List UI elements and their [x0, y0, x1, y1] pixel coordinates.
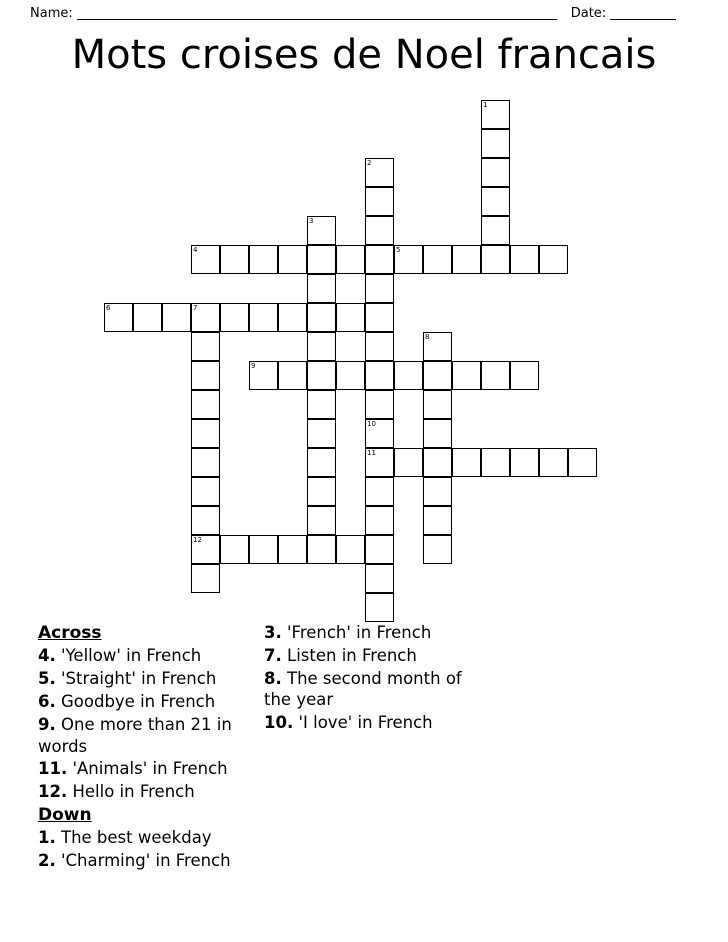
grid-cell[interactable]: [191, 390, 220, 419]
grid-cell-number: 8: [425, 333, 430, 341]
grid-cell[interactable]: [307, 332, 336, 361]
clue-text: The best weekday: [55, 828, 212, 848]
grid-cell[interactable]: [539, 448, 568, 477]
grid-cell[interactable]: [394, 361, 423, 390]
grid-cell[interactable]: [336, 535, 365, 564]
grid-cell-number: 9: [251, 362, 256, 370]
clue-down-2: [38, 850, 246, 872]
grid-cell[interactable]: [191, 419, 220, 448]
grid-cell-number: 12: [193, 536, 202, 544]
clue-text: One more than 21 in words: [38, 714, 232, 756]
grid-cell[interactable]: [191, 477, 220, 506]
clue-down-10: [264, 712, 472, 734]
grid-cell[interactable]: [365, 593, 394, 622]
grid-cell[interactable]: [510, 245, 539, 274]
grid-cell[interactable]: [278, 361, 307, 390]
grid-cell[interactable]: [365, 390, 394, 419]
name-write-line[interactable]: [77, 7, 557, 20]
grid-cell[interactable]: [452, 245, 481, 274]
grid-cell-number: 7: [193, 304, 198, 312]
grid-cell-number: 4: [193, 246, 198, 254]
grid-cell[interactable]: [481, 158, 510, 187]
grid-cell[interactable]: [365, 332, 394, 361]
grid-cell[interactable]: [249, 535, 278, 564]
clue-down-7: [264, 645, 472, 667]
grid-cell[interactable]: [307, 448, 336, 477]
grid-cell[interactable]: [365, 187, 394, 216]
grid-cell[interactable]: [307, 303, 336, 332]
clue-text: 'Animals' in French: [67, 759, 228, 779]
clue-number: 2.: [38, 851, 56, 870]
grid-cell[interactable]: [133, 303, 162, 332]
grid-cell[interactable]: [510, 361, 539, 390]
clue-number: 1.: [38, 828, 56, 848]
grid-cell[interactable]: [452, 361, 481, 390]
grid-cell[interactable]: [423, 477, 452, 506]
grid-cell[interactable]: [278, 535, 307, 564]
grid-cell[interactable]: [249, 303, 278, 332]
clue-number: 4.: [38, 646, 56, 666]
date-label: Date:: [570, 5, 607, 21]
grid-cell-number: 2: [367, 159, 372, 167]
grid-cell[interactable]: [191, 506, 220, 535]
grid-cell[interactable]: [191, 535, 220, 564]
clue-across-12: [38, 781, 246, 803]
grid-cell[interactable]: [539, 245, 568, 274]
grid-cell[interactable]: [365, 245, 394, 274]
grid-cell[interactable]: [278, 303, 307, 332]
grid-cell[interactable]: [220, 245, 249, 274]
clue-text: 'Straight' in French: [55, 669, 217, 689]
grid-cell[interactable]: [220, 303, 249, 332]
grid-cell[interactable]: [481, 100, 510, 129]
grid-cell[interactable]: [191, 303, 220, 332]
clue-text: 'Charming' in French: [55, 851, 231, 870]
clue-down-8: [264, 668, 472, 712]
grid-cell[interactable]: [452, 448, 481, 477]
clue-down-1: [38, 827, 246, 849]
grid-cell[interactable]: [249, 245, 278, 274]
grid-cell[interactable]: [481, 361, 510, 390]
clue-number: 11.: [38, 759, 68, 779]
grid-cell[interactable]: [191, 361, 220, 390]
grid-cell-number: 3: [309, 217, 314, 225]
page-title: Mots croises de Noel francais: [71, 32, 657, 78]
grid-cell[interactable]: [307, 274, 336, 303]
clues-container: [38, 622, 698, 882]
grid-cell-number: 5: [396, 246, 401, 254]
grid-cell[interactable]: [307, 506, 336, 535]
across-clue-list: [38, 645, 246, 802]
date-write-line[interactable]: [610, 7, 676, 20]
clue-number: 9.: [38, 714, 56, 734]
grid-cell[interactable]: [307, 390, 336, 419]
clue-text: 'Yellow' in French: [55, 646, 202, 666]
grid-cell[interactable]: [336, 245, 365, 274]
clue-text: Hello in French: [67, 782, 195, 802]
grid-cell[interactable]: [423, 332, 452, 361]
grid-cell[interactable]: [394, 245, 423, 274]
grid-cell[interactable]: [365, 274, 394, 303]
grid-cell[interactable]: [365, 361, 394, 390]
grid-cell[interactable]: [423, 506, 452, 535]
grid-cell[interactable]: [365, 419, 394, 448]
clue-text: The second month of the year: [264, 668, 462, 710]
grid-cell[interactable]: [423, 419, 452, 448]
grid-cell-number: 10: [367, 420, 376, 428]
across-heading: Across: [38, 623, 102, 643]
grid-cell[interactable]: [307, 535, 336, 564]
grid-cell[interactable]: [191, 564, 220, 593]
clue-number: 8.: [264, 668, 282, 688]
grid-cell[interactable]: [336, 361, 365, 390]
clue-number: 12.: [38, 782, 68, 802]
clue-number: 10.: [264, 713, 294, 733]
grid-cell[interactable]: [365, 535, 394, 564]
grid-cell[interactable]: [365, 216, 394, 245]
grid-cell-number: 6: [106, 304, 111, 312]
grid-cell[interactable]: [568, 448, 597, 477]
grid-cell[interactable]: [249, 361, 278, 390]
clue-text: 'I love' in French: [293, 713, 433, 733]
grid-cell[interactable]: [220, 535, 249, 564]
grid-cell[interactable]: [481, 216, 510, 245]
grid-cell[interactable]: [104, 303, 133, 332]
grid-cell[interactable]: [394, 448, 423, 477]
grid-cell[interactable]: [307, 216, 336, 245]
grid-cell[interactable]: [365, 448, 394, 477]
grid-cell[interactable]: [191, 245, 220, 274]
grid-cell[interactable]: [307, 419, 336, 448]
clue-across-9: [38, 714, 246, 758]
grid-cell-number: 11: [367, 449, 376, 457]
grid-cell[interactable]: [481, 448, 510, 477]
grid-cell[interactable]: [336, 303, 365, 332]
grid-cell[interactable]: [307, 477, 336, 506]
grid-cell[interactable]: [365, 477, 394, 506]
grid-cell[interactable]: [365, 564, 394, 593]
grid-cell[interactable]: [307, 361, 336, 390]
grid-cell-number: 1: [483, 101, 488, 109]
clue-text: 'French' in French: [281, 623, 432, 642]
grid-cell[interactable]: [365, 506, 394, 535]
grid-cell[interactable]: [423, 535, 452, 564]
clue-text: Goodbye in French: [55, 691, 216, 711]
down-heading: Down: [38, 804, 92, 825]
grid-cell[interactable]: [481, 187, 510, 216]
clue-down-3: [264, 622, 472, 644]
grid-cell[interactable]: [510, 448, 539, 477]
grid-cell[interactable]: [423, 245, 452, 274]
grid-cell[interactable]: [365, 303, 394, 332]
clue-across-6: [38, 691, 246, 713]
grid-cell[interactable]: [423, 361, 452, 390]
grid-cell[interactable]: [481, 129, 510, 158]
grid-cell[interactable]: [191, 332, 220, 361]
grid-cell[interactable]: [481, 245, 510, 274]
clue-across-4: [38, 645, 246, 667]
clue-number: 3.: [264, 623, 282, 642]
clue-number: 7.: [264, 645, 282, 665]
grid-cell[interactable]: [423, 448, 452, 477]
grid-cell[interactable]: [191, 448, 220, 477]
clue-across-11: [38, 758, 246, 780]
crossword-grid[interactable]: [0, 96, 728, 621]
grid-cell[interactable]: [278, 245, 307, 274]
clue-text: Listen in French: [281, 645, 417, 665]
grid-cell[interactable]: [307, 245, 336, 274]
clue-number: 6.: [38, 691, 56, 711]
grid-cell[interactable]: [162, 303, 191, 332]
header-name-date-line: [0, 0, 728, 26]
grid-cell[interactable]: [365, 158, 394, 187]
name-label: Name:: [30, 5, 73, 21]
clue-across-5: [38, 668, 246, 690]
grid-cell[interactable]: [423, 390, 452, 419]
clue-number: 5.: [38, 669, 56, 689]
